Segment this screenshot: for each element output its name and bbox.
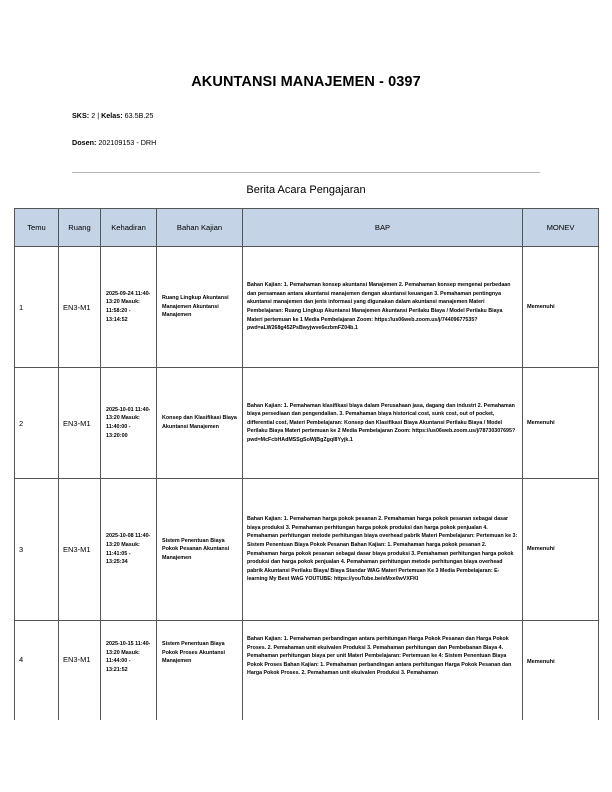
kelas-value: 63.5B.25 — [124, 111, 154, 120]
cell-kehadiran: 2025-10-08 11:40-13:20 Masuk: 11:41:05 - 13:25:34 — [101, 479, 157, 621]
bap-table — [14, 208, 599, 720]
cell-monev: Memenuhi — [523, 621, 599, 721]
cell-ruang: EN3-M1 — [59, 479, 101, 621]
cell-monev: Memenuhi — [523, 479, 599, 621]
cell-bahan-kajian: Ruang Lingkup Akuntansi Manajemen Akuntansi Manajemen — [157, 247, 243, 368]
cell-temu: 4 — [15, 621, 59, 721]
table-row — [15, 368, 599, 479]
header-bap: BAP — [243, 209, 523, 247]
dosen-value: 202109153 - DRH — [98, 138, 157, 147]
cell-kehadiran: 2025-09-24 11:40-13:20 Masuk: 11:58:20 - 13:14:52 — [101, 247, 157, 368]
separator: | — [97, 111, 100, 120]
cell-temu: 1 — [15, 247, 59, 368]
table-row — [15, 621, 599, 721]
kelas-label: Kelas: — [101, 111, 123, 120]
cell-kehadiran: 2025-10-01 11:40-13:20 Masuk: 11:40:00 - 13:20:00 — [101, 368, 157, 479]
cell-bahan-kajian: Sistem Penentuan Biaya Pokok Proses Akuntansi Manajemen — [157, 621, 243, 721]
cell-bap: Bahan Kajian: 1. Pemahaman harga pokok pesanan 2. Pemahaman harga pokok pesanan sebagai dasar biaya produksi 3. Pemahaman perhitungan harga pokok produksi dan harga pokok penjualan 4. Pemahaman perhitungan metode perhitungan biaya overhead pabrik Materi Pembelajaran: Pertemuan ke 3: Sistem Penentuan Biaya Pokok Pesanan Bahan Kajian: 1. Pemahaman harga pokok pesanan 2. Pemahaman harga pokok pesanan sebagai dasar biaya produksi 3. Pemahaman perhitungan harga pokok produksi dan harga pokok penjualan 4. Pemahaman perhitungan metode perhitungan biaya overhead pabrik Akuntansi Perilaku Biaya/ Biaya Standar WAG Materi Pertemuan Ke 3 Media Pembelajaran: E-learning My Best WAG YOUTUBE: https://youTube.be/eMxe0wVXFKI — [243, 479, 523, 621]
cell-ruang: EN3-M1 — [59, 368, 101, 479]
cell-bap: Bahan Kajian: 1. Pemahaman perbandingan antara perhitungan Harga Pokok Pesanan dan Harga Pokok Proses. 2. Pemahaman unit ekuivalen Produksi 3. Pemahaman perhitungan dan Pembebanan Biaya 4. Pemahaman perhitungan biaya per unit Materi Pembelajaran: Pertemuan ke 4: Sistem Penentuan Biaya Pokok Proses Bahan Kajian: 1. Pemahaman perbandingan antara perhitungan Harga Pokok Pesanan dan Harga Pokok Proses. 2. Pemahaman unit ekuivalen Produksi 3. Pemahaman — [243, 621, 523, 721]
table-header-row — [15, 209, 599, 247]
sks-value: 2 — [91, 111, 96, 120]
header-bahan-kajian: Bahan Kajian — [157, 209, 243, 247]
document-title: AKUNTANSI MANAJEMEN - 0397 — [191, 74, 421, 90]
dosen-label: Dosen: — [72, 138, 97, 147]
cell-temu: 3 — [15, 479, 59, 621]
header-kehadiran: Kehadiran — [101, 209, 157, 247]
cell-monev: Memenuhi — [523, 247, 599, 368]
cell-ruang: EN3-M1 — [59, 247, 101, 368]
cell-kehadiran: 2025-10-15 11:40-13:20 Masuk: 11:44:00 - 13:21:52 — [101, 621, 157, 721]
section-title: Berita Acara Pengajaran — [246, 184, 366, 196]
cell-ruang: EN3-M1 — [59, 621, 101, 721]
table-row — [15, 479, 599, 621]
cell-bahan-kajian: Sistem Penentuan Biaya Pokok Pesanan Akuntansi Manajemen — [157, 479, 243, 621]
cell-bap: Bahan Kajian: 1. Pemahaman klasifikasi biaya dalam Perusahaan jasa, dagang dan industri 2. Pemahaman biaya persediaan dan pengendalian. 3. Pemahaman biaya historical cost, sunk cost, out of pocket, differential cost, Materi Pembelajaran: Konsep dan Klasifikasi Biaya Akuntansi Perilaku Biaya / Model Perilaku Biaya Materi pertemuan ke 2 Media Pembelajaran Zoom: https://us06web.zoom.us/j/78730307695?pwd=McFcbHAdMSSgSoWjBgZgql8Yyjk.1 — [243, 368, 523, 479]
cell-bap: Bahan Kajian: 1. Pemahaman konsep akuntansi Manajemen 2. Pemahaman konsep mengenai perbedaan dan persamaan antara akuntansi manajemen dengan akuntansi keuangan 3. Pemahaman pentingnya akuntansi manajemen dan jenis informasi yang digunakan dalam akuntansi manajemen Materi Pembelajaran: Ruang Lingkup Akuntansi Manajemen Akuntansi Perilaku Biaya / Model Perilaku Biaya Materi pertemuan ke 1 Media Pembelajaran Zoom: https://us06web.zoom.us/j/74409677535?pwd=aLW268g452PsBwyjwve6ezbmFZ04b.1 — [243, 247, 523, 368]
cell-bahan-kajian: Konsep dan Klasifikasi Biaya Akuntansi Manajemen — [157, 368, 243, 479]
header-ruang: Ruang — [59, 209, 101, 247]
header-temu: Temu — [15, 209, 59, 247]
cell-temu: 2 — [15, 368, 59, 479]
header-monev: MONEV — [523, 209, 599, 247]
cell-monev: Memenuhi — [523, 368, 599, 479]
table-row — [15, 247, 599, 368]
sks-label: SKS: — [72, 111, 90, 120]
